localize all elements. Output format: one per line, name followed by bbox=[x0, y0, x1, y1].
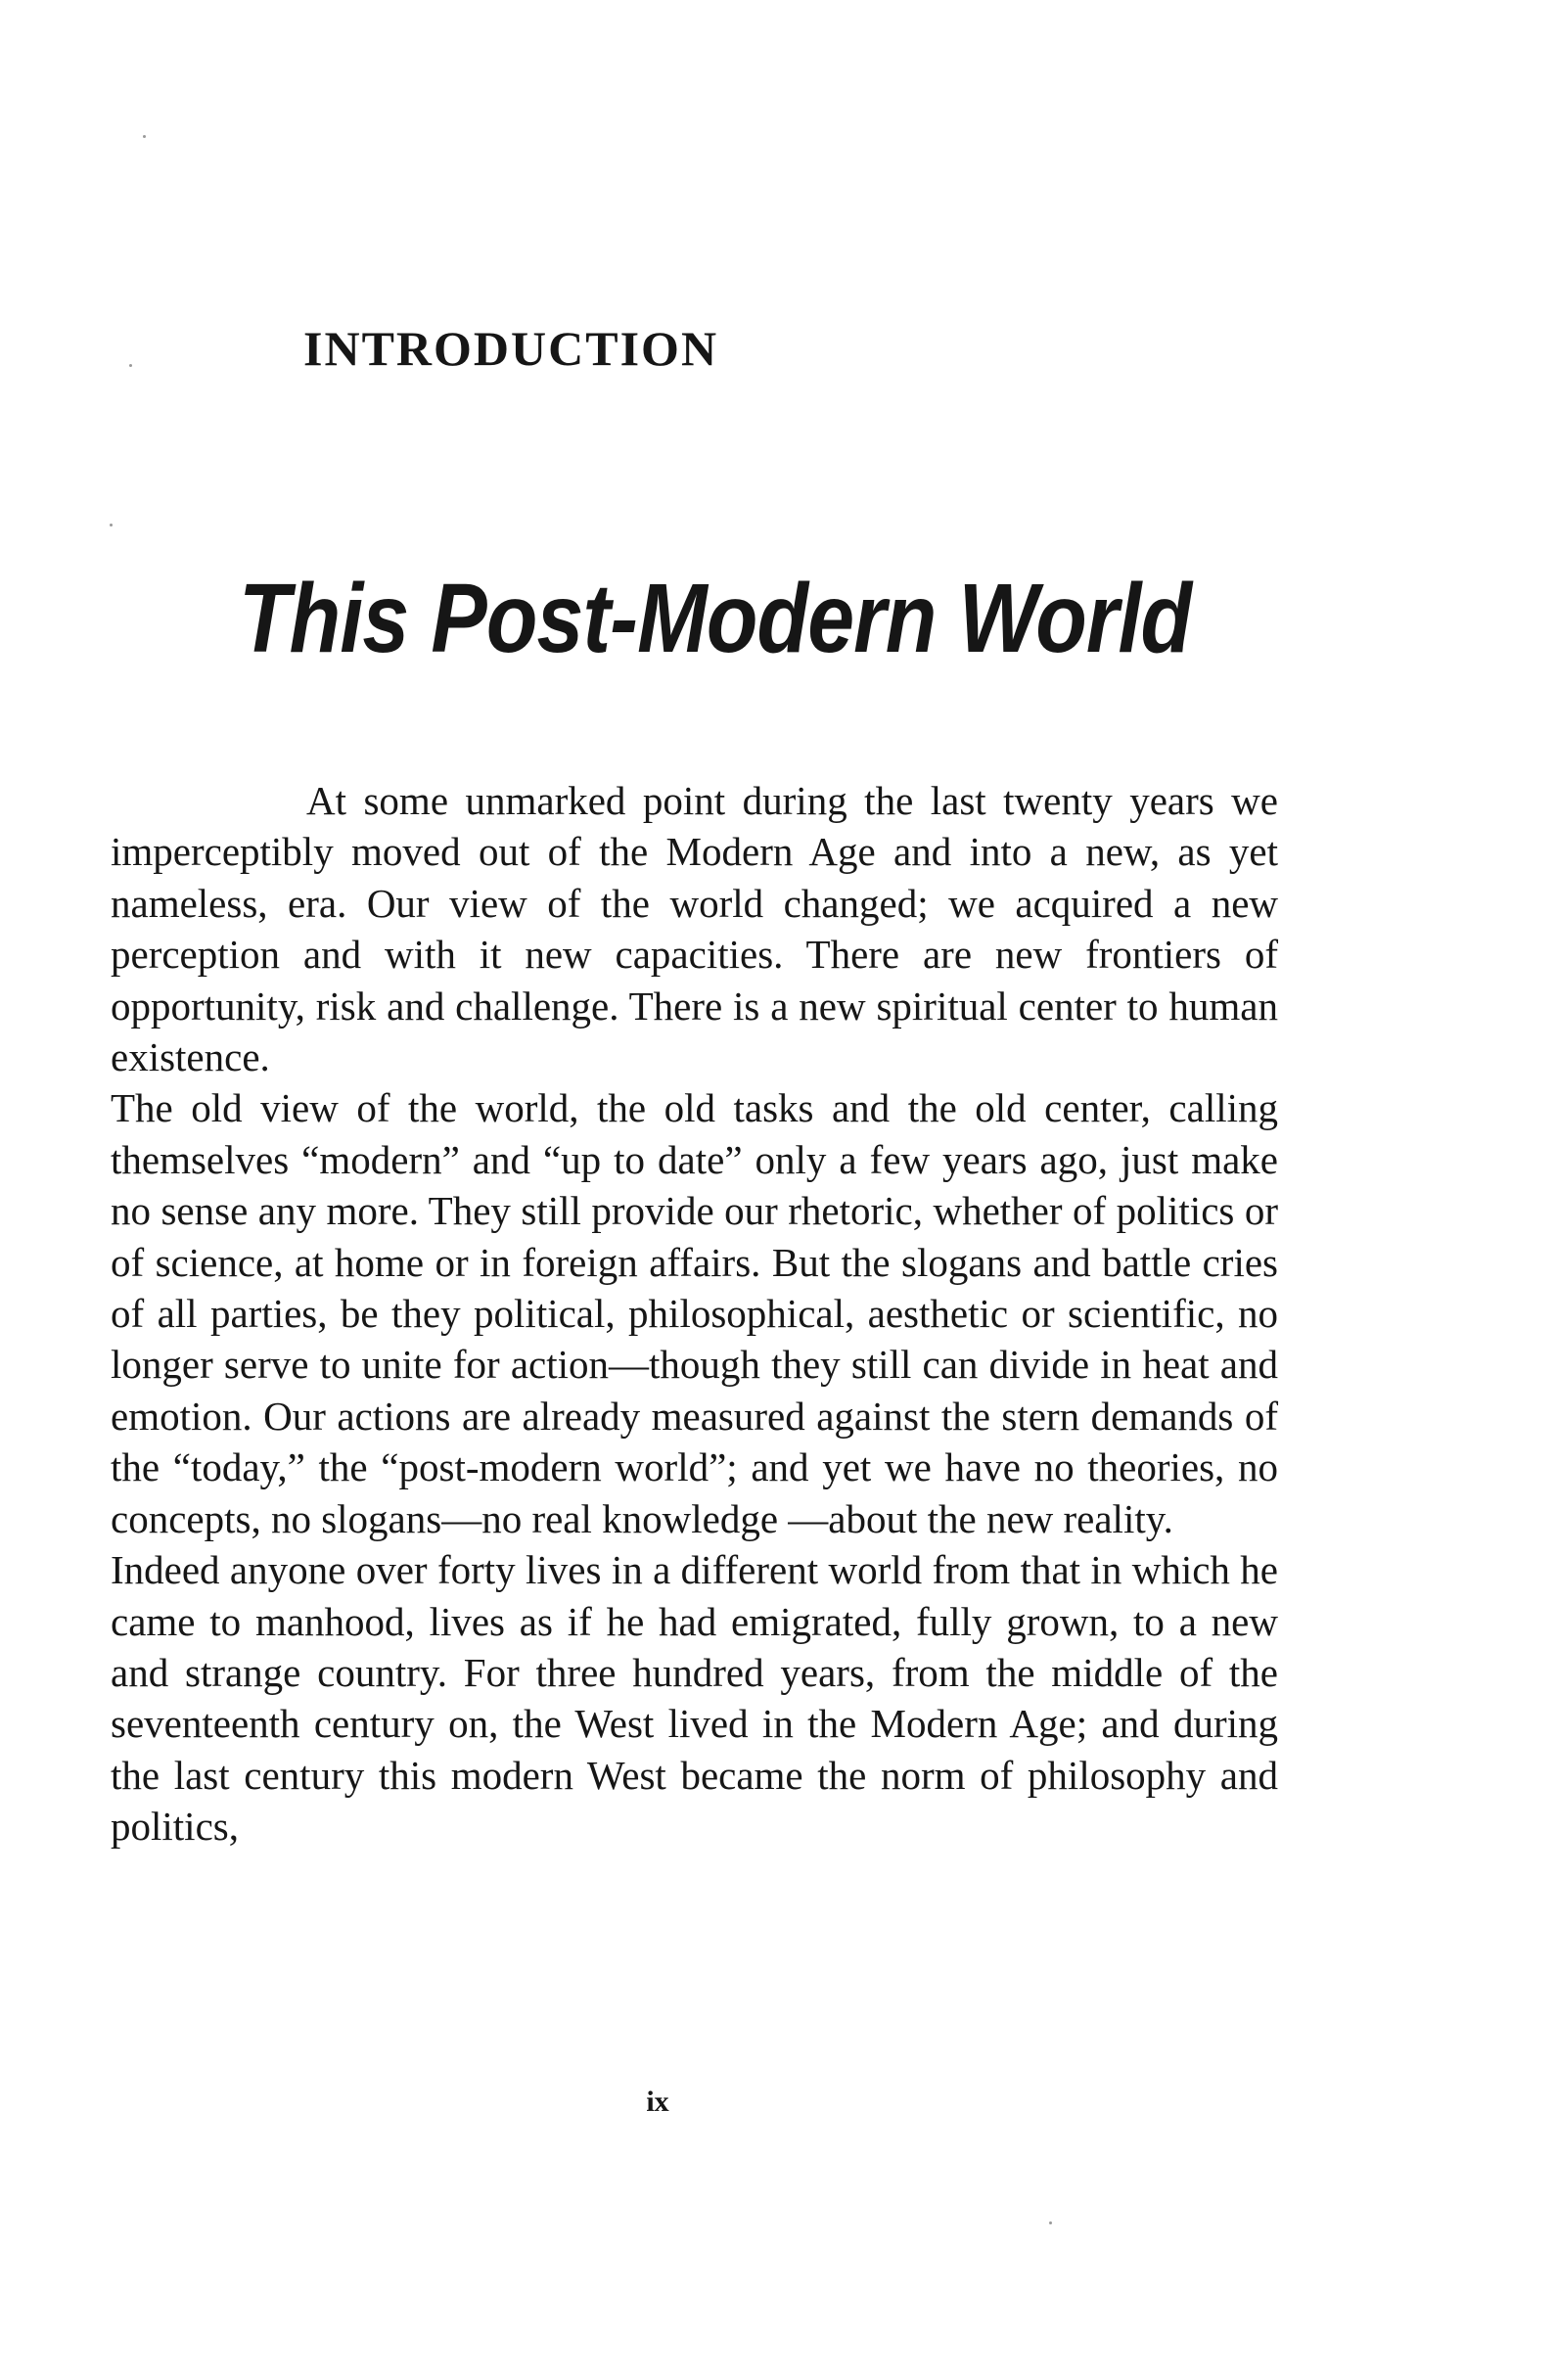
page-number: ix bbox=[646, 2085, 669, 2118]
print-speck bbox=[129, 364, 132, 367]
body-text bbox=[111, 775, 1278, 1853]
paragraph-3: Indeed anyone over forty lives in a different world from that in which he came to manhood, lives as if he had emigrated, fully grown, to a new and strange country. For three hundred years, from the middle of the seventeenth century on, the West lived in the Modern Age; and during the last century this modern West became the norm of philosophy and politics, bbox=[111, 1547, 1278, 1850]
print-speck bbox=[110, 524, 113, 526]
print-speck bbox=[143, 135, 146, 138]
paragraph-2: The old view of the world, the old tasks and the old center, calling themselves “modern” and “up to date” only a few years ago, just make no sense any more. They still provide our rhetoric, whether of politics or of science, at home or in foreign affairs. But the slogans and battle cries of all parties, be they political, philosophical, aesthetic or scientific, no longer serve to unite for action—though they still can divide in heat and emotion. Our actions are already measured against the stern demands of the “today,” the “post-modern world”; and yet we have no theories, no concepts, no slogans—no real knowledge —about the new reality. bbox=[111, 1085, 1278, 1541]
print-speck bbox=[1049, 2221, 1052, 2224]
chapter-label: INTRODUCTION bbox=[303, 321, 719, 376]
chapter-title: This Post-Modern World bbox=[239, 564, 1192, 673]
paragraph-1: At some unmarked point during the last twenty years we imperceptibly moved out of the Modern Age and into a new, as yet nameless, era. Our view of the world changed; we acquired a new perception and with it new capacities. There are new frontiers of opportunity, risk and challenge. There is a new spiritual center to human existence. bbox=[111, 778, 1278, 1080]
